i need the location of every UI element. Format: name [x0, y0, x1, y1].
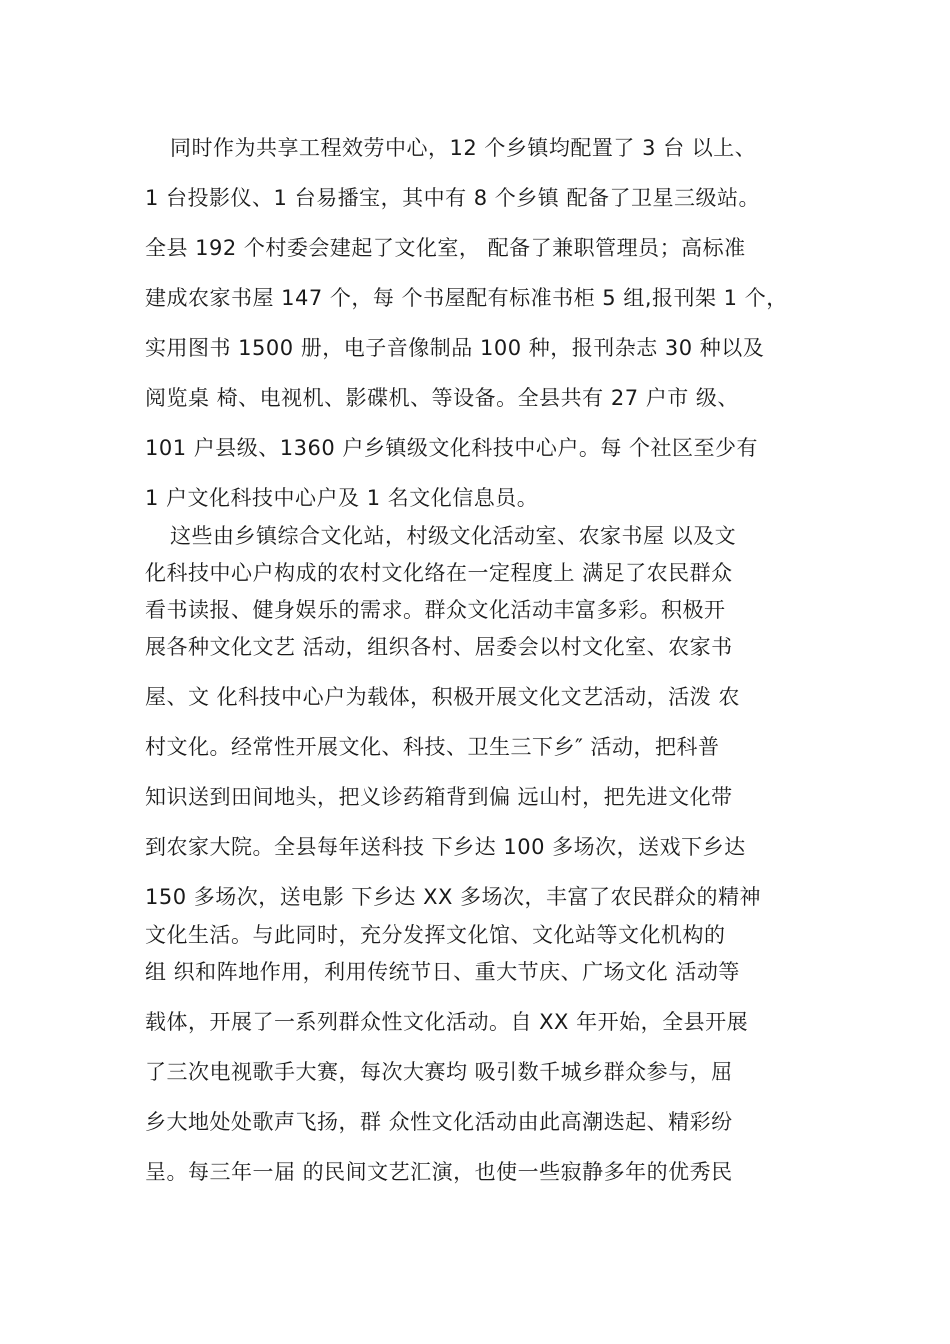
text-line: 这些由乡镇综合文化站，村级文化活动室、农家书屋 以及文	[170, 524, 737, 548]
text-line: 101 户县级、1360 户乡镇级文化科技中心户。每 个社区至少有	[145, 436, 759, 460]
text-line: 1 户文化科技中心户及 1 名文化信息员。	[145, 486, 539, 510]
text-line: 化科技中心户构成的农村文化络在一定程度上 满足了农民群众	[145, 561, 733, 585]
text-line: 建成农家书屋 147 个，每 个书屋配有标准书柜 5 组,报刊架 1 个，	[145, 286, 788, 310]
text-line: 村文化。经常性开展文化、科技、卫生三下乡″ 活动，把科普	[145, 735, 720, 759]
text-line: 同时作为共享工程效劳中心，12 个乡镇均配置了 3 台 以上、	[170, 136, 757, 160]
text-line: 看书读报、健身娱乐的需求。群众文化活动丰富多彩。积极开	[145, 598, 726, 622]
text-line: 屋、文 化科技中心户为载体，积极开展文化文艺活动，活泼 农	[145, 685, 740, 709]
text-line: 150 多场次，送电影 下乡达 XX 多场次，丰富了农民群众的精神	[145, 885, 762, 909]
text-line: 了三次电视歌手大赛，每次大赛均 吸引数千城乡群众参与，屈	[145, 1060, 733, 1084]
text-line: 全县 192 个村委会建起了文化室， 配备了兼职管理员；高标准	[145, 236, 746, 260]
text-line: 展各种文化文艺 活动，组织各村、居委会以村文化室、农家书	[145, 635, 733, 659]
text-line: 到农家大院。全县每年送科技 下乡达 100 多场次，送戏下乡达	[145, 835, 746, 859]
text-line: 组 织和阵地作用，利用传统节日、重大节庆、广场文化 活动等	[145, 960, 740, 984]
text-line: 文化生活。与此同时，充分发挥文化馆、文化站等文化机构的	[145, 923, 726, 947]
text-line: 呈。每三年一届 的民间文艺汇演，也使一些寂静多年的优秀民	[145, 1160, 733, 1184]
text-line: 阅览桌 椅、电视机、影碟机、等设备。全县共有 27 户市 级、	[145, 386, 739, 410]
text-line: 载体，开展了一系列群众性文化活动。自 XX 年开始，全县开展	[145, 1010, 749, 1034]
text-line: 乡大地处处歌声飞扬，群 众性文化活动由此高潮迭起、精彩纷	[145, 1110, 733, 1134]
text-line: 1 台投影仪、1 台易播宝，其中有 8 个乡镇 配备了卫星三级站。	[145, 186, 760, 210]
text-line: 知识送到田间地头，把义诊药箱背到偏 远山村，把先进文化带	[145, 785, 733, 809]
text-line: 实用图书 1500 册，电子音像制品 100 种，报刊杂志 30 种以及	[145, 336, 765, 360]
